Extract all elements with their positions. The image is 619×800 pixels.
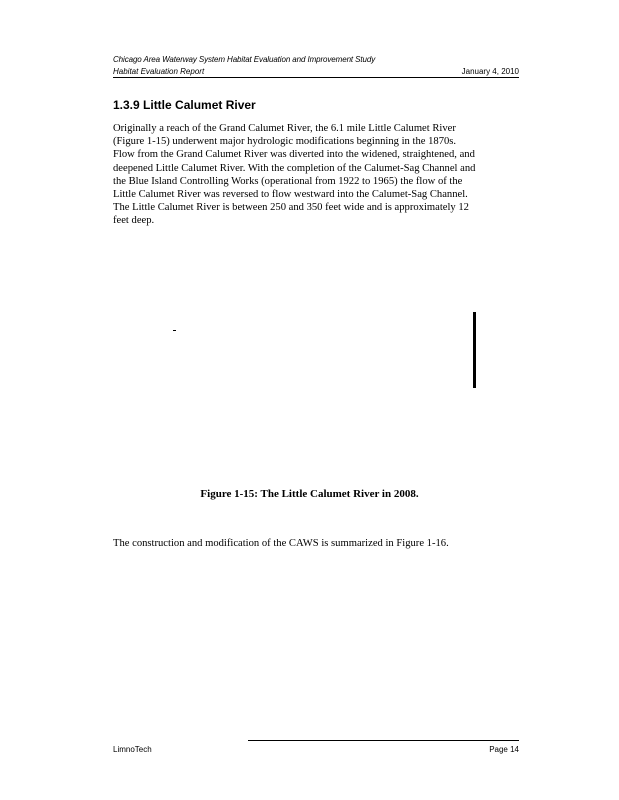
- footer-divider: [248, 740, 519, 741]
- closing-paragraph: The construction and modification of the CAWS is summarized in Figure 1-16.: [113, 538, 449, 549]
- body-paragraph: [113, 122, 525, 228]
- figure-caption: Figure 1-15: The Little Calumet River in 2008.: [200, 488, 419, 500]
- paragraph-line: The Little Calumet River is between 250 and 350 feet wide and is approximately 12: [113, 202, 469, 214]
- header-report-title: Habitat Evaluation Report: [113, 67, 205, 76]
- paragraph-line: Flow from the Grand Calumet River was diverted into the widened, straightened, and: [113, 149, 475, 161]
- paragraph-line: (Figure 1-15) underwent major hydrologic modifications beginning in the 1870s.: [113, 136, 457, 148]
- header-divider: [113, 77, 519, 78]
- paragraph-line: deepened Little Calumet River. With the completion of the Calumet-Sag Channel and: [113, 162, 476, 174]
- figure-image-area: [113, 240, 519, 480]
- paragraph-line: Little Calumet River was reversed to flow westward into the Calumet-Sag Channel.: [113, 189, 468, 201]
- figure-mark-bar: [473, 312, 476, 388]
- paragraph-line: feet deep.: [113, 215, 155, 227]
- footer-company: LimnoTech: [113, 745, 152, 754]
- section-heading: 1.3.9 Little Calumet River: [113, 98, 256, 112]
- paragraph-line: the Blue Island Controlling Works (operational from 1922 to 1965) the flow of the: [113, 175, 463, 187]
- paragraph-line: Originally a reach of the Grand Calumet River, the 6.1 mile Little Calumet River: [113, 123, 456, 134]
- footer-page-number: Page 14: [489, 745, 519, 754]
- header-date: January 4, 2010: [461, 67, 519, 76]
- figure-mark-dash: [173, 330, 176, 331]
- header-study-title: Chicago Area Waterway System Habitat Evaluation and Improvement Study: [113, 55, 376, 64]
